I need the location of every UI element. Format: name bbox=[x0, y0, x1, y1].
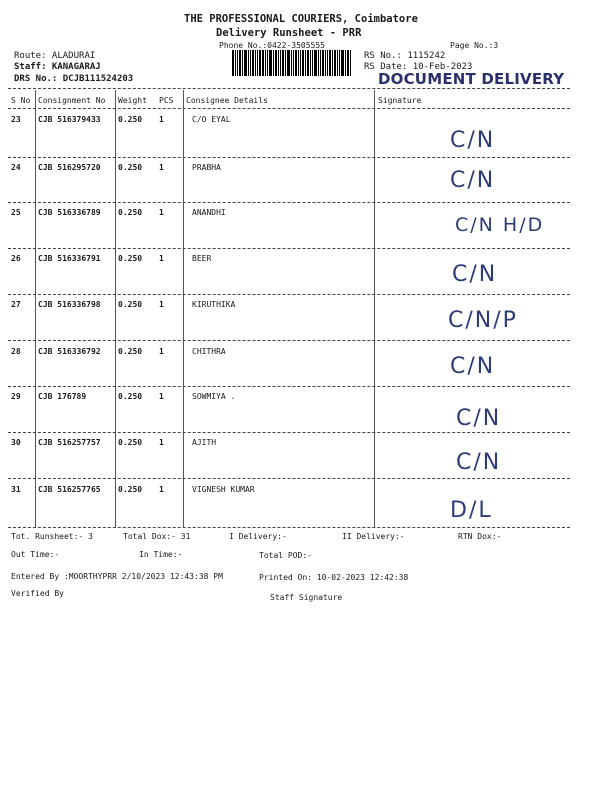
printed-on: Printed On: 10-02-2023 12:42:38 bbox=[259, 573, 409, 582]
route-label: Route: ALADURAI bbox=[14, 51, 96, 61]
page-number: Page No.:3 bbox=[450, 41, 499, 50]
row-consignment: CJB 516257757 bbox=[38, 438, 101, 447]
row-sno: 30 bbox=[11, 438, 21, 447]
row-divider bbox=[8, 248, 570, 249]
company-name: THE PROFESSIONAL COURIERS, Coimbatore bbox=[184, 13, 418, 25]
col-consignment: Consignment No bbox=[38, 96, 106, 105]
col-pcs: PCS bbox=[159, 96, 174, 105]
rs-date: RS Date: 10-Feb-2023 bbox=[364, 62, 473, 72]
row-divider bbox=[8, 432, 570, 433]
col-line-2 bbox=[115, 90, 116, 527]
row-signature: C/N bbox=[450, 354, 496, 379]
verified-by: Verified By bbox=[11, 589, 64, 598]
col-line-3 bbox=[183, 90, 184, 527]
table-bottom-divider bbox=[8, 527, 570, 528]
col-sno: S No bbox=[11, 96, 31, 105]
row-weight: 0.250 bbox=[118, 208, 143, 217]
col-line-4 bbox=[374, 90, 375, 527]
row-sno: 23 bbox=[11, 115, 21, 124]
i-delivery: I Delivery:- bbox=[229, 532, 287, 541]
in-time: In Time:- bbox=[139, 550, 183, 559]
row-pcs: 1 bbox=[159, 254, 164, 263]
row-weight: 0.250 bbox=[118, 438, 143, 447]
rtn-dox: RTN Dox:- bbox=[458, 532, 502, 541]
row-signature: C/N H/D bbox=[455, 214, 545, 236]
row-pcs: 1 bbox=[159, 485, 164, 494]
row-weight: 0.250 bbox=[118, 115, 143, 124]
out-time: Out Time:- bbox=[11, 550, 60, 559]
row-weight: 0.250 bbox=[118, 392, 143, 401]
row-consignment: CJB 516336798 bbox=[38, 300, 101, 309]
row-consignment: CJB 516336791 bbox=[38, 254, 101, 263]
row-consignee: CHITHRA bbox=[192, 347, 226, 356]
phone-number: Phone No.:0422-3505555 bbox=[219, 41, 325, 50]
document-delivery-stamp: DOCUMENT DELIVERY bbox=[378, 70, 565, 88]
row-consignee: C/O EYAL bbox=[192, 115, 231, 124]
entered-by: Entered By :MOORTHYPRR 2/10/2023 12:43:38 PM bbox=[11, 572, 223, 581]
row-divider bbox=[8, 478, 570, 479]
row-consignee: PRABHA bbox=[192, 163, 221, 172]
row-pcs: 1 bbox=[159, 347, 164, 356]
rs-number: RS No.: 1115242 bbox=[364, 51, 446, 61]
row-consignee: AJITH bbox=[192, 438, 217, 447]
row-consignee: VIGNESH KUMAR bbox=[192, 485, 255, 494]
row-sno: 29 bbox=[11, 392, 21, 401]
total-pod: Total POD:- bbox=[259, 551, 312, 560]
column-divider bbox=[8, 108, 570, 109]
row-weight: 0.250 bbox=[118, 254, 143, 263]
row-weight: 0.250 bbox=[118, 485, 143, 494]
row-consignee: ANANDHI bbox=[192, 208, 226, 217]
row-signature: C/N bbox=[456, 406, 502, 431]
row-divider bbox=[8, 202, 570, 203]
runsheet-title: Delivery Runsheet - PRR bbox=[216, 27, 362, 39]
row-consignee: KIRUTHIKA bbox=[192, 300, 236, 309]
row-weight: 0.250 bbox=[118, 300, 143, 309]
row-sno: 31 bbox=[11, 485, 21, 494]
row-pcs: 1 bbox=[159, 115, 164, 124]
row-divider bbox=[8, 294, 570, 295]
row-sno: 26 bbox=[11, 254, 21, 263]
header-divider bbox=[8, 88, 570, 89]
row-pcs: 1 bbox=[159, 208, 164, 217]
row-pcs: 1 bbox=[159, 438, 164, 447]
row-signature: C/N/P bbox=[448, 308, 518, 333]
ii-delivery: II Delivery:- bbox=[342, 532, 405, 541]
row-consignee: SOWMIYA . bbox=[192, 392, 236, 401]
row-sno: 25 bbox=[11, 208, 21, 217]
row-signature: D/L bbox=[450, 498, 493, 523]
row-consignment: CJB 516379433 bbox=[38, 115, 101, 124]
row-pcs: 1 bbox=[159, 300, 164, 309]
barcode-image bbox=[232, 50, 352, 76]
staff-label: Staff: KANAGARAJ bbox=[14, 62, 101, 72]
row-divider bbox=[8, 157, 570, 158]
row-sno: 28 bbox=[11, 347, 21, 356]
col-line-1 bbox=[35, 90, 36, 527]
staff-signature: Staff Signature bbox=[270, 593, 343, 602]
row-pcs: 1 bbox=[159, 163, 164, 172]
row-sno: 24 bbox=[11, 163, 21, 172]
total-dox: Total Dox:- 31 bbox=[123, 532, 191, 541]
col-signature: Signature bbox=[378, 96, 422, 105]
total-runsheet: Tot. Runsheet:- 3 bbox=[11, 532, 93, 541]
col-weight: Weight bbox=[118, 96, 147, 105]
row-pcs: 1 bbox=[159, 392, 164, 401]
row-divider bbox=[8, 386, 570, 387]
row-consignment: CJB 516336789 bbox=[38, 208, 101, 217]
row-signature: C/N bbox=[450, 128, 496, 153]
row-signature: C/N bbox=[450, 168, 496, 193]
row-weight: 0.250 bbox=[118, 347, 143, 356]
row-signature: C/N bbox=[456, 450, 502, 475]
row-weight: 0.250 bbox=[118, 163, 143, 172]
drs-number: DRS No.: DCJB111524203 bbox=[14, 74, 134, 84]
col-consignee: Consignee Details bbox=[186, 96, 268, 105]
row-consignment: CJB 516295720 bbox=[38, 163, 101, 172]
row-consignment: CJB 516257765 bbox=[38, 485, 101, 494]
row-consignee: BEER bbox=[192, 254, 212, 263]
row-signature: C/N bbox=[452, 262, 498, 287]
row-sno: 27 bbox=[11, 300, 21, 309]
row-consignment: CJB 516336792 bbox=[38, 347, 101, 356]
row-divider bbox=[8, 340, 570, 341]
row-consignment: CJB 176789 bbox=[38, 392, 87, 401]
